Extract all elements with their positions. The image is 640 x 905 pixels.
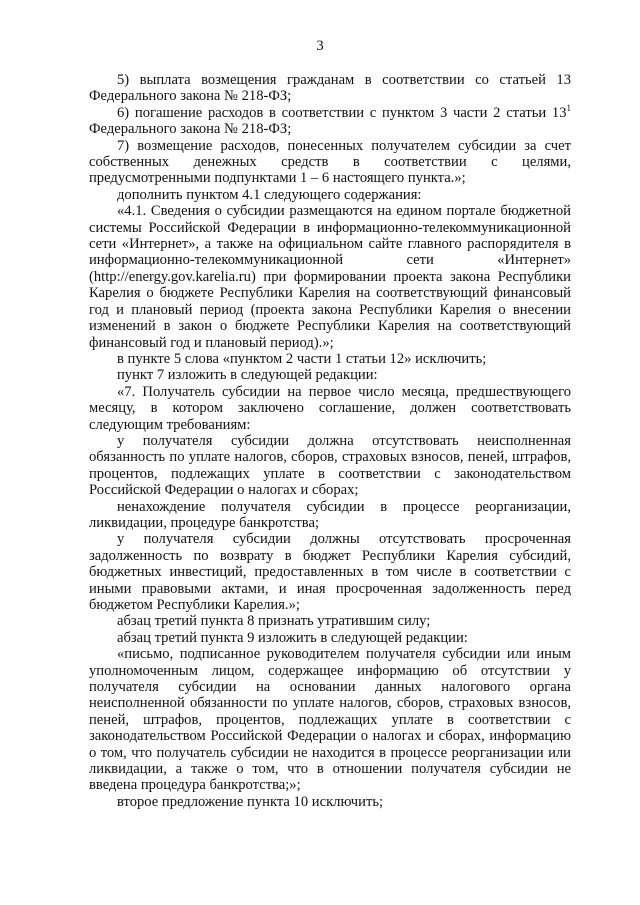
item-6-text: 6) погашение расходов в соответствии с пунктом 3 части 2 статьи 13 [117, 104, 567, 121]
paragraph-point-8: абзац третий пункта 8 признать утратившим силу; [117, 613, 431, 630]
paragraph-point-9-intro: абзац третий пункта 9 изложить в следующей редакции: [117, 629, 468, 646]
paragraph-point-7-text: «7. Получатель субсидии на первое число месяца, предшествующего месяцу, в котором заключено соглашение, должен соответствовать следующим требованиям: [89, 383, 571, 433]
paragraph-4-1-text: «4.1. Сведения о субсидии размещаются на едином портале бюджетной системы Российской Федерации в информационно-телекоммуникационной сети «Интернет», а также на официальном сайте главного распорядителя в информационно-телекоммуникационной сети «Интернет» (http://energy.gov.karelia.ru) при формировании проекта закона Республики Карелия о бюджете Республики Карелия на соответствующий финансовый год и плановый период (проекта закона Республики Карелия о внесении изменений в закон о бюджете Республики Карелия на соответствующий финансовый год и плановый период).»; [89, 203, 571, 351]
paragraph-item-6 [89, 102, 571, 138]
page-number: 3 [316, 38, 324, 54]
paragraph-point-5: в пункте 5 слова «пунктом 2 части 1 статьи 12» исключить; [117, 350, 487, 367]
paragraph-requirement-taxes: у получателя субсидии должна отсутствовать неисполненная обязанность по уплате налогов, сборов, страховых взносов, пеней, штрафов, процентов, подлежащих уплате в соответствии с законодательством Российской Федерации о налогах и сборах; [89, 432, 571, 499]
paragraph-point-9-text: «письмо, подписанное руководителем получателя субсидии или иным уполномоченным лицом, содержащее информацию об отсутствии у получателя субсидии на основании данных налогового органа неисполненной обязанности по уплате налогов, сборов, страховых взносов, пеней, штрафов, процентов, подлежащих уплате в соответствии с законодательством Российской Федерации о налогах и сборах, информацию о том, что получатель субсидии не находится в процессе реорганизации или ликвидации, а также о том, что в отношении получателя субсидии не введена процедура банкротства;»; [89, 646, 571, 794]
paragraph-item-5: 5) выплата возмещения гражданам в соответствии со статьей 13 Федерального закона № 218-ФЗ; [89, 72, 571, 105]
paragraph-add-4-1: дополнить пунктом 4.1 следующего содержания: [117, 186, 422, 203]
paragraph-requirement-reorganization: ненахождение получателя субсидии в процессе реорганизации, ликвидации, процедуре банкротства; [89, 498, 571, 531]
paragraph-point-10: второе предложение пункта 10 исключить; [117, 793, 384, 810]
document-body [89, 72, 571, 810]
item-6-text-end: Федерального закона № 218-ФЗ; [89, 121, 292, 138]
item-6-superscript: 1 [566, 102, 571, 113]
paragraph-point-7-intro: пункт 7 изложить в следующей редакции: [117, 367, 378, 384]
paragraph-item-7: 7) возмещение расходов, понесенных получателем субсидии за счет собственных денежных средств в соответствии с целями, предусмотренными подпунктами 1 – 6 настоящего пункта.»; [89, 137, 571, 187]
paragraph-requirement-debt: у получателя субсидии должны отсутствовать просроченная задолженность по возврату в бюджет Республики Карелия субсидий, бюджетных инвестиций, предоставленных в том числе в соответствии с иными правовыми актами, и иная просроченная задолженность перед бюджетом Республики Карелия.»; [89, 531, 571, 613]
